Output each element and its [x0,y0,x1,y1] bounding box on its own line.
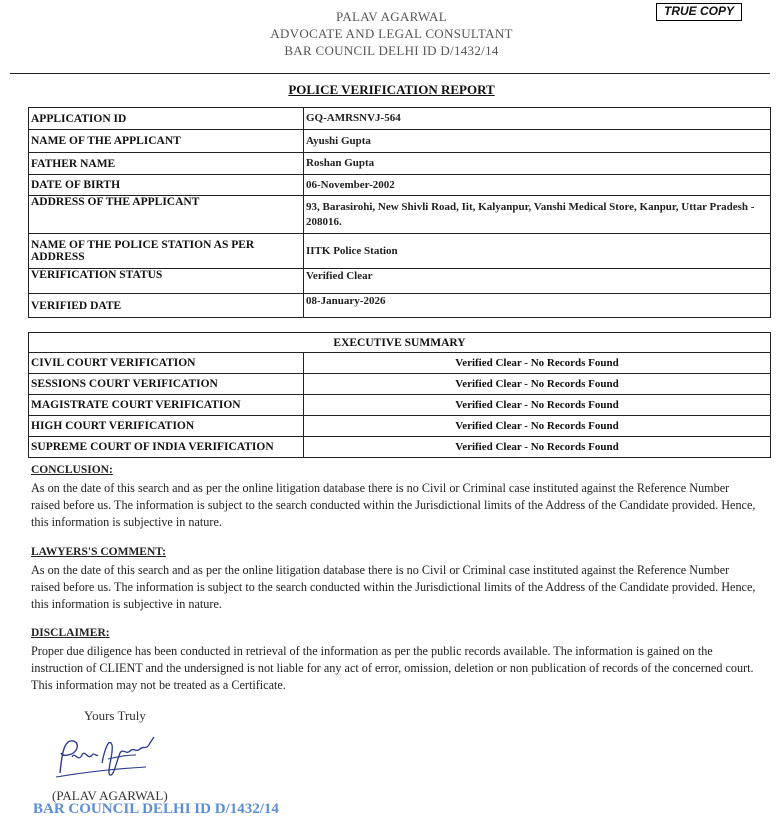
lawyers-comment-text: As on the date of this search and as per the online litigation database there is no Civil or Criminal case instituted against the Reference Number raised before us. The information is subject to the search conducted within the Jurisdictional limits of the Address of the Candidate provided. Hence, this information is subjective in nature. [31,563,756,611]
table-row [29,153,771,175]
field-value: 08-January-2026 [304,294,771,318]
field-value: 06-November-2002 [304,175,771,196]
field-value: GQ-AMRSNVJ-564 [304,108,771,130]
table-row [29,269,771,294]
signature-image [50,733,170,783]
court-label: SESSIONS COURT VERIFICATION [29,374,304,395]
lawyers-comment-title: LAWYERS'S COMMENT: [31,546,166,558]
field-label: NAME OF THE POLICE STATION AS PER ADDRESS [29,234,304,269]
field-value: 93, Barasirohi, New Shivli Road, Iit, Kalyanpur, Vanshi Medical Store, Kanpur, Uttar Pradesh - 208016. [304,196,771,234]
field-label: DATE OF BIRTH [29,175,304,196]
court-label: SUPREME COURT OF INDIA VERIFICATION [29,437,304,458]
signer-bar-council-id: BAR COUNCIL DELHI ID D/1432/14 [33,801,279,817]
court-status: Verified Clear - No Records Found [304,353,771,374]
table-row [29,353,771,374]
true-copy-stamp: TRUE COPY [656,3,742,21]
field-label: APPLICATION ID [29,108,304,130]
report-title: POLICE VERIFICATION REPORT [288,82,495,97]
table-row [29,416,771,437]
conclusion-section [31,462,761,531]
applicant-details-table [28,107,771,318]
table-row [29,108,771,130]
advocate-name: PALAV AGARWAL [336,9,447,24]
field-label: FATHER NAME [29,153,304,175]
table-row [29,130,771,153]
header-divider [10,73,770,74]
table-row [29,294,771,318]
table-row [29,333,771,353]
table-row [29,234,771,269]
conclusion-title: CONCLUSION: [31,464,113,476]
court-label: HIGH COURT VERIFICATION [29,416,304,437]
table-row [29,374,771,395]
table-row [29,437,771,458]
field-value: Roshan Gupta [304,153,771,175]
court-status: Verified Clear - No Records Found [304,416,771,437]
court-label: CIVIL COURT VERIFICATION [29,353,304,374]
conclusion-text: As on the date of this search and as per the online litigation database there is no Civil or Criminal case instituted against the Reference Number raised before us. The information is subject to the search conducted within the Jurisdictional limits of the Address of the Candidate provided. Hence, this information is subjective in nature. [31,481,756,529]
field-label: ADDRESS OF THE APPLICANT [29,196,304,234]
field-value: Verified Clear [304,269,771,294]
table-row [29,395,771,416]
court-status: Verified Clear - No Records Found [304,437,771,458]
table-row [29,175,771,196]
lawyers-comment-section [31,544,761,613]
advocate-designation: ADVOCATE AND LEGAL CONSULTANT [270,26,513,41]
court-label: MAGISTRATE COURT VERIFICATION [29,395,304,416]
field-label: VERIFIED DATE [29,294,304,318]
table-row [29,196,771,234]
field-value: Ayushi Gupta [304,130,771,153]
field-value: IITK Police Station [304,234,771,269]
disclaimer-text: Proper due diligence has been conducted in retrieval of the information as per the public records available. The information is gained on the instruction of CLIENT and the undersigned is not liable for any act of error, omission, deletion or non publication of records of the concerned court. This information may not be treated as a Certificate. [31,644,754,692]
court-status: Verified Clear - No Records Found [304,395,771,416]
field-label: VERIFICATION STATUS [29,269,304,294]
executive-summary-heading: EXECUTIVE SUMMARY [29,333,771,353]
court-status: Verified Clear - No Records Found [304,374,771,395]
field-label: NAME OF THE APPLICANT [29,130,304,153]
disclaimer-section [31,625,761,694]
bar-council-id: BAR COUNCIL DELHI ID D/1432/14 [284,43,499,58]
signer-name: (PALAV AGARWAL) [52,788,168,803]
closing-salutation: Yours Truly [84,708,146,723]
disclaimer-title: DISCLAIMER: [31,627,110,639]
executive-summary-table [28,332,771,458]
